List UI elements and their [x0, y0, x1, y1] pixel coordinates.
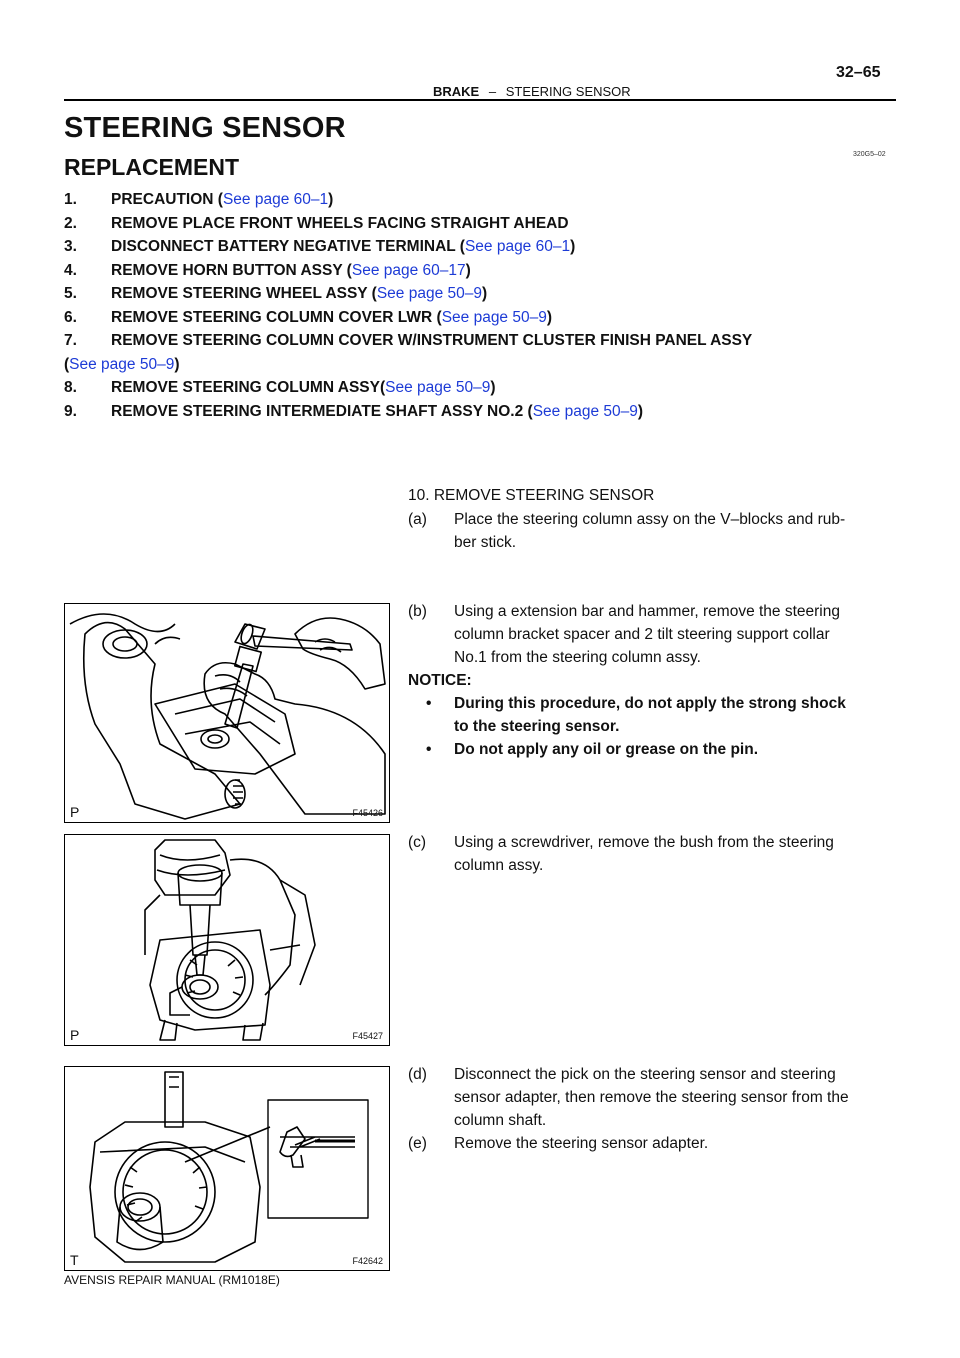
- header-section: BRAKE: [433, 84, 480, 99]
- substep-text: ber stick.: [454, 534, 517, 551]
- substep-c: [408, 831, 898, 877]
- substep-text: column assy.: [454, 857, 544, 874]
- page-number: 32–65: [836, 64, 881, 81]
- page-link[interactable]: See page 60–17: [351, 261, 466, 279]
- bullet-icon: •: [426, 741, 432, 758]
- bullet-icon: •: [426, 695, 432, 712]
- substep-text: Using a extension bar and hammer, remove the steering: [454, 603, 840, 620]
- substep-label: (d): [408, 1066, 427, 1083]
- page-link[interactable]: See page 50–9: [385, 379, 491, 396]
- figure-mark: P: [70, 804, 80, 820]
- step-text-end: ): [482, 285, 488, 302]
- notice-text: to the steering sensor.: [454, 718, 620, 735]
- page-link[interactable]: See page 60–1: [222, 191, 329, 208]
- running-header: [433, 84, 631, 99]
- substep-label: (b): [408, 603, 427, 620]
- step-text-end: ): [570, 238, 576, 255]
- figure-id: F42642: [352, 1256, 383, 1266]
- step-text-end: ): [328, 191, 334, 208]
- page-link[interactable]: See page 60–1: [464, 238, 571, 255]
- header-rule: [64, 99, 896, 101]
- step-item: [64, 400, 924, 424]
- step-10-heading: [408, 484, 898, 507]
- step-number: 2.: [64, 214, 77, 232]
- step-item: [64, 282, 924, 306]
- header-subsection: STEERING SENSOR: [505, 84, 631, 99]
- substep-text: Place the steering column assy on the V–blocks and rub-: [454, 511, 846, 528]
- substep-text: Using a screwdriver, remove the bush from the steering: [454, 834, 834, 851]
- screwdriver-illustration-icon: [65, 835, 390, 1046]
- figure-mark: T: [70, 1252, 79, 1268]
- substep-label: (a): [408, 511, 427, 528]
- steps-list: [64, 188, 924, 423]
- substep-text: column shaft.: [454, 1112, 547, 1129]
- step-number: 1.: [64, 191, 77, 208]
- step-text: REMOVE STEERING COLUMN COVER W/INSTRUMENT CLUSTER FINISH PANEL ASSY: [111, 332, 753, 349]
- step-text: DISCONNECT BATTERY NEGATIVE TERMINAL (: [111, 238, 465, 255]
- step-number: 3.: [64, 238, 77, 255]
- step-text-end: ): [490, 379, 496, 396]
- step-number: 5.: [64, 285, 77, 302]
- page-title: STEERING SENSOR: [64, 112, 346, 144]
- notice-text: During this procedure, do not apply the strong shock: [454, 695, 846, 712]
- step-text: REMOVE STEERING COLUMN COVER LWR (: [111, 308, 442, 326]
- step-item: [64, 235, 924, 259]
- header-separator: –: [488, 84, 497, 99]
- step-item: [64, 306, 924, 330]
- figure-mark: P: [70, 1027, 80, 1043]
- step-text: (: [64, 355, 70, 373]
- page-link[interactable]: See page 50–9: [376, 285, 482, 302]
- document-code: 320G5–02: [853, 151, 886, 158]
- section-subtitle: REPLACEMENT: [64, 154, 240, 180]
- hammer-illustration-icon: [65, 604, 390, 823]
- step-item: [64, 259, 924, 283]
- step-item: [64, 376, 924, 400]
- footer-manual-id: AVENSIS REPAIR MANUAL (RM1018E): [64, 1273, 280, 1287]
- step-item: [64, 212, 924, 236]
- figure-id: F45427: [352, 1031, 383, 1041]
- substep-label: (c): [408, 834, 427, 851]
- step-text: REMOVE STEERING WHEEL ASSY (: [111, 285, 377, 302]
- step-text: REMOVE PLACE FRONT WHEELS FACING STRAIGHT AHEAD: [111, 214, 569, 232]
- substep-label: (e): [408, 1135, 427, 1152]
- substep-text: column bracket spacer and 2 tilt steering support collar: [454, 626, 830, 643]
- figure-steering-sensor: [64, 1066, 390, 1271]
- step-number: 6.: [64, 308, 77, 326]
- step-number: 7.: [64, 332, 77, 349]
- substep-text: Remove the steering sensor adapter.: [454, 1135, 709, 1152]
- substep-a: [408, 508, 898, 554]
- step-text-end: ): [465, 261, 471, 279]
- notice-block: [408, 669, 898, 761]
- step-text-end: ): [637, 402, 644, 420]
- substep-text: sensor adapter, then remove the steering sensor from the: [454, 1089, 849, 1106]
- page-link[interactable]: See page 50–9: [441, 308, 547, 326]
- notice-label: NOTICE:: [408, 672, 472, 689]
- step-number: 4.: [64, 261, 77, 279]
- step-text: PRECAUTION (: [111, 191, 223, 208]
- step-text: REMOVE STEERING COLUMN ASSY(: [111, 379, 386, 396]
- step-continuation: [64, 353, 924, 377]
- figure-screwdriver-bush: [64, 834, 390, 1046]
- steering-sensor-illustration-icon: [65, 1067, 390, 1271]
- step-number: 8.: [64, 379, 77, 396]
- page-link[interactable]: See page 50–9: [69, 355, 175, 373]
- page-link[interactable]: See page 50–9: [532, 402, 638, 420]
- figure-id: F45426: [352, 808, 383, 818]
- step-text-end: ): [546, 308, 553, 326]
- figure-hammer-extension-bar: [64, 603, 390, 823]
- step-item: [64, 188, 924, 212]
- substep-text: No.1 from the steering column assy.: [454, 649, 701, 666]
- step-text-end: ): [174, 355, 180, 373]
- step-heading-text: 10. REMOVE STEERING SENSOR: [408, 487, 655, 504]
- substep-b: [408, 600, 898, 669]
- notice-text: Do not apply any oil or grease on the pin.: [454, 741, 759, 758]
- substep-text: Disconnect the pick on the steering sensor and steering: [454, 1066, 836, 1083]
- step-item: [64, 329, 924, 353]
- step-text: REMOVE HORN BUTTON ASSY (: [111, 261, 352, 279]
- step-number: 9.: [64, 402, 77, 420]
- step-text: REMOVE STEERING INTERMEDIATE SHAFT ASSY NO.2 (: [111, 402, 533, 420]
- substep-e: [408, 1132, 898, 1155]
- substep-d: [408, 1063, 898, 1132]
